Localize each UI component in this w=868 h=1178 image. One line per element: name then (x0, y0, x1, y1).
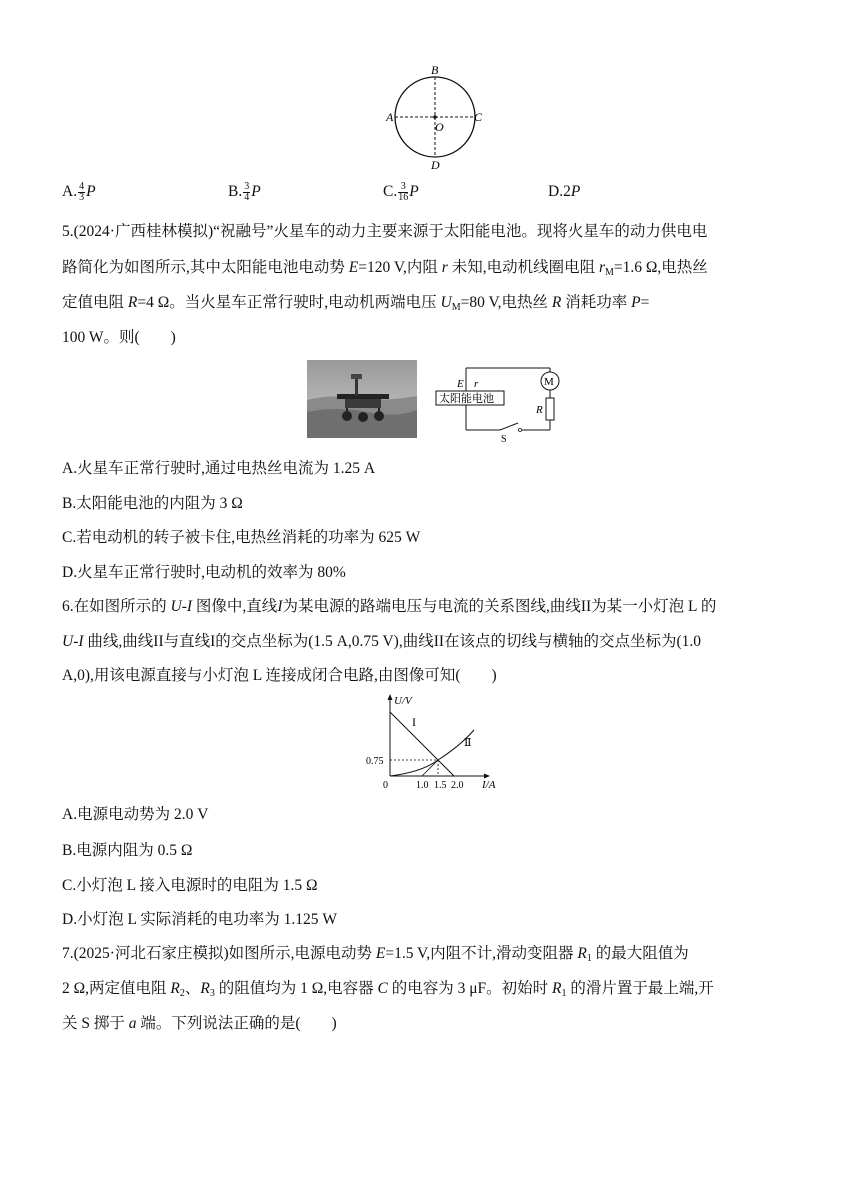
label-c: C (474, 110, 483, 124)
solar-circuit-diagram (430, 362, 570, 444)
label-a: A (386, 110, 394, 124)
label-o: O (435, 120, 444, 134)
q7-stem-line-1: 7.(2025·河北石家庄模拟)如图所示,电源电动势 E=1.5 V,内阻不计,滑动变阻器 $R_1$ 的最大阻值为 (62, 945, 689, 964)
q6-stem-line-1: 6.在如图所示的 U-I 图像中,直线I为某电源的路端电压与电流的关系图线,曲线II为某一小灯泡 L 的 (62, 598, 717, 615)
label-b: B (431, 63, 439, 77)
line-i-label: I (412, 715, 416, 729)
q5-stem-line-4: 100 W。则( ) (62, 329, 176, 346)
q5-option-a[interactable]: A.火星车正常行驶时,通过电热丝电流为 1.25 A (62, 460, 376, 477)
q5-option-c[interactable]: C.若电动机的转子被卡住,电热丝消耗的功率为 625 W (62, 529, 421, 546)
q4-option-d[interactable]: D.2P (548, 183, 581, 200)
q6-option-b[interactable]: B.电源内阻为 0.5 Ω (62, 842, 193, 859)
q6-stem-line-3: A,0),用该电源直接与小灯泡 L 连接成闭合电路,由图像可知( ) (62, 667, 497, 684)
q6-option-c[interactable]: C.小灯泡 L 接入电源时的电阻为 1.5 Ω (62, 877, 318, 894)
q7-stem-line-3: 关 S 掷于 a 端。下列说法正确的是( ) (62, 1015, 337, 1032)
q6-option-a[interactable]: A.电源电动势为 2.0 V (62, 806, 209, 823)
label-e: E (457, 378, 464, 390)
curve-ii-label: Ⅱ (464, 737, 472, 749)
rover-photo (307, 360, 417, 438)
q5-stem-line-2: 路简化为如图所示,其中太阳能电池电动势 E=120 V,内阻 r 未知,电动机线圈电阻 $r_M=1.6$ Ω,电热丝 (62, 259, 708, 278)
q4-option-b[interactable]: B. $\frac{3}{4}$ P (228, 181, 261, 203)
circle-figure (380, 62, 490, 174)
ui-graph (360, 690, 510, 794)
x-tick-1-5: 1.5 (434, 780, 447, 791)
q5-option-d[interactable]: D.火星车正常行驶时,电动机的效率为 80% (62, 564, 346, 581)
label-r: r (474, 378, 479, 390)
q4-option-c[interactable]: C. $\frac{3}{16}$ P (383, 181, 419, 203)
resistor-label: R (536, 404, 543, 416)
q4-option-a[interactable]: A. $\frac{4}{3}$ P (62, 181, 96, 203)
q5-option-b[interactable]: B.太阳能电池的内阻为 3 Ω (62, 495, 243, 512)
x-tick-1-0: 1.0 (416, 780, 429, 791)
q7-stem-line-2: 2 Ω,两定值电阻 $R_2$、$R_3$ 的阻值均为 1 Ω,电容器 C 的电容为 3 μF。初始时 $R_1$ 的滑片置于最上端,开 (62, 980, 714, 999)
y-axis-label: U/V (394, 695, 412, 707)
x-tick-2-0: 2.0 (451, 780, 464, 791)
switch-label: S (501, 434, 507, 444)
q5-stem-line-1: 5.(2024·广西桂林模拟)“祝融号”火星车的动力主要来源于太阳能电池。现将火星车的动力供电电 (62, 223, 708, 240)
motor-label: M (544, 376, 554, 388)
q6-option-d[interactable]: D.小灯泡 L 实际消耗的电功率为 1.125 W (62, 911, 337, 928)
q6-stem-line-2: U-I 曲线,曲线II与直线I的交点坐标为(1.5 A,0.75 V),曲线II在该点的切线与横轴的交点坐标为(1.0 (62, 633, 702, 650)
battery-label: 太阳能电池 (439, 393, 494, 405)
y-tick-075: 0.75 (366, 756, 384, 767)
label-d: D (431, 158, 440, 172)
q5-stem-line-3: 定值电阻 R=4 Ω。当火星车正常行驶时,电动机两端电压 $U_M=80$ V,电热丝 R 消耗功率 P= (62, 294, 650, 313)
origin-label: 0 (383, 780, 388, 791)
x-axis-label: I/A (482, 779, 496, 791)
